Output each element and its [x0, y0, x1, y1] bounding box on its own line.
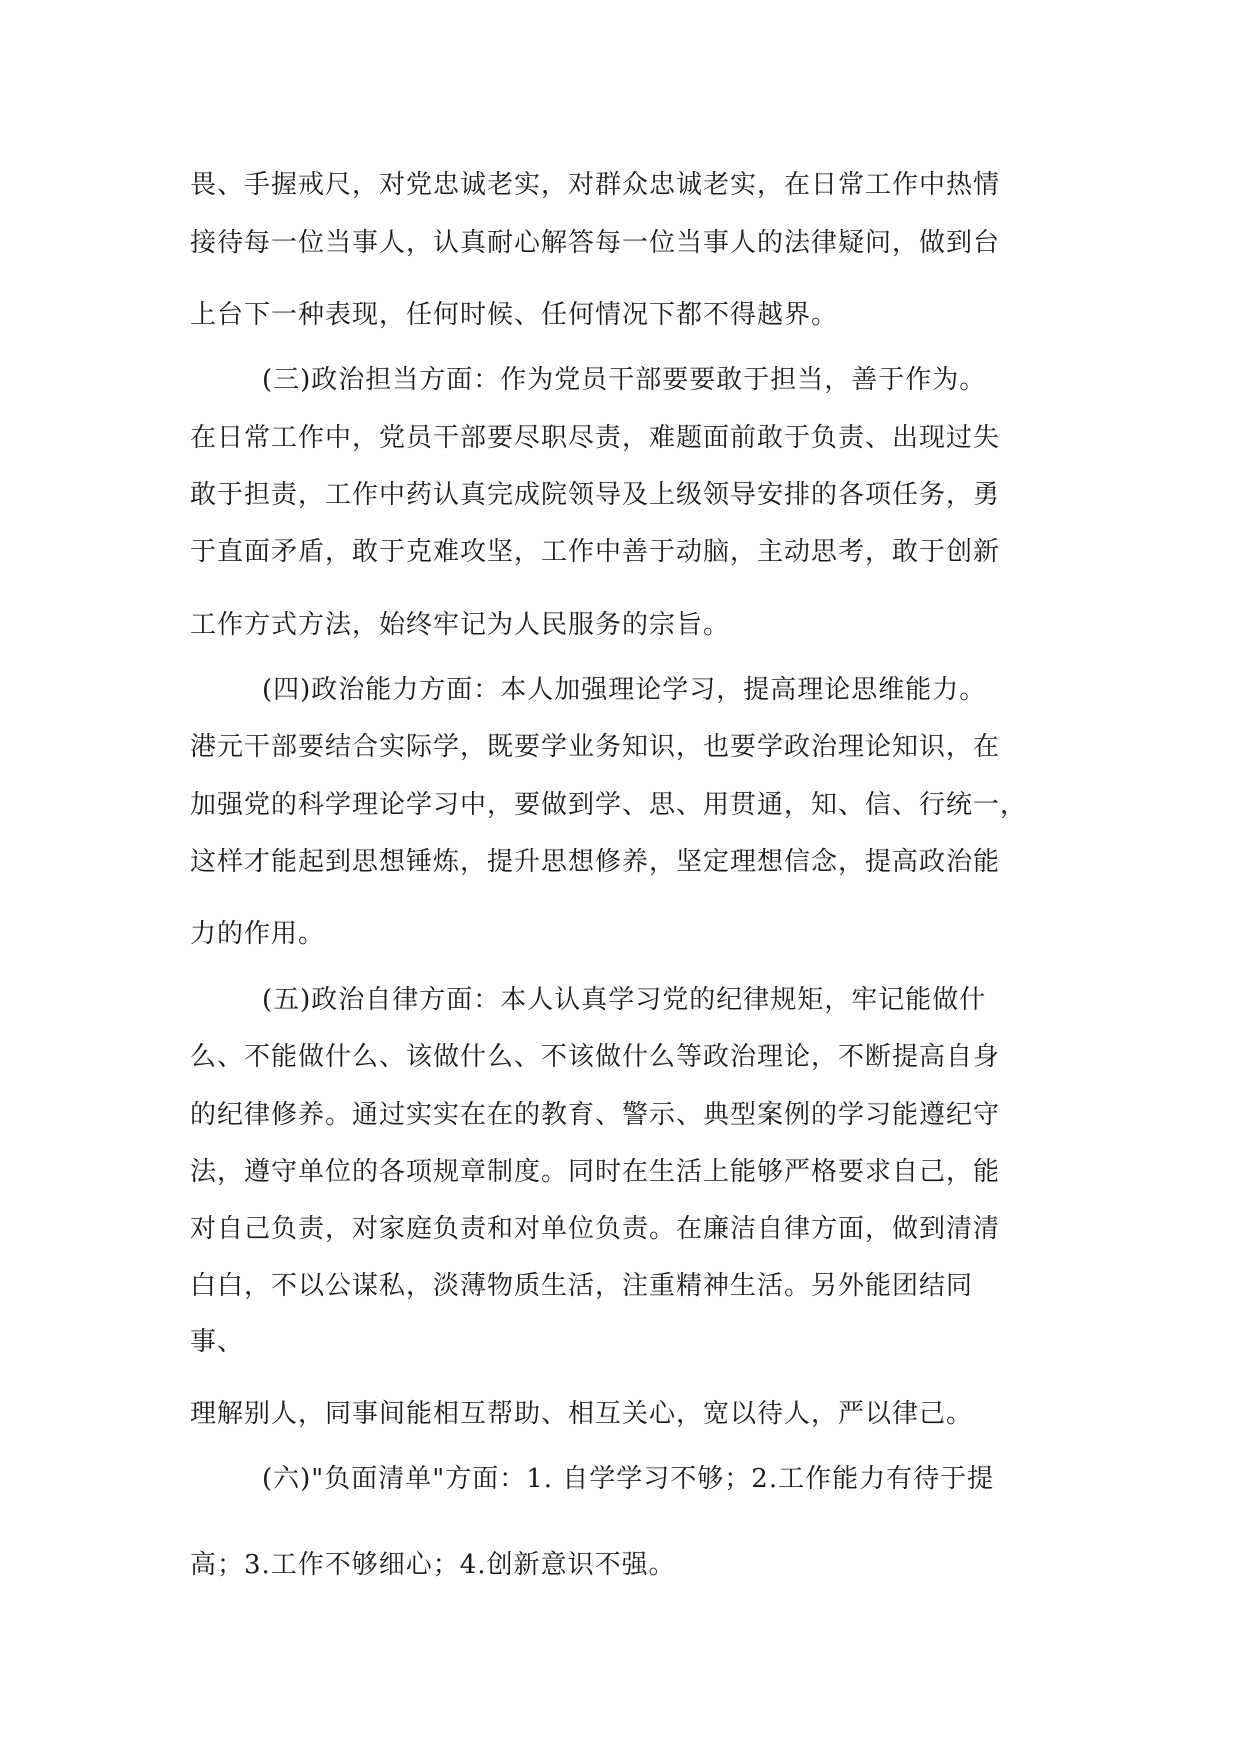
- text-line: 对自己负责，对家庭负责和对单位负责。在廉洁自律方面，做到清清: [190, 1214, 1001, 1244]
- text-line: 港元干部要结合实际学，既要学业务知识，也要学政治理论知识，在: [190, 732, 1001, 762]
- text-line: 敢于担责，工作中药认真完成院领导及上级领导安排的各项任务，勇: [190, 480, 1001, 510]
- text-line: 加强党的科学理论学习中，要做到学、思、用贯通，知、信、行统一，: [190, 790, 1028, 820]
- text-line: 在日常工作中，党员干部要尽职尽责，难题面前敢于负责、出现过失: [190, 423, 1001, 453]
- text-line: 力的作用。: [190, 919, 326, 949]
- text-line: 事、: [190, 1327, 245, 1357]
- text-line: 工作方式方法，始终牢记为人民服务的宗旨。: [190, 610, 731, 640]
- text-line: 上台下一种表现，任何时候、任何情况下都不得越界。: [190, 300, 839, 330]
- section-6-heading-line: (六)"负面清单"方面：1. 自学学习不够；2.工作能力有待于提: [262, 1464, 995, 1494]
- text-line: 高；3.工作不够细心；4.创新意识不强。: [190, 1550, 676, 1580]
- text-line: 理解别人，同事间能相互帮助、相互关心，宽以待人，严以律己。: [190, 1399, 974, 1429]
- text-line: 白白，不以公谋私，淡薄物质生活，注重精神生活。另外能团结同: [190, 1271, 974, 1301]
- section-5-heading-line: (五)政治自律方面：本人认真学习党的纪律规矩，牢记能做什: [262, 985, 987, 1015]
- text-line: 法，遵守单位的各项规章制度。同时在生活上能够严格要求自己，能: [190, 1157, 1001, 1187]
- text-line: 畏、手握戒尺，对党忠诚老实，对群众忠诚老实，在日常工作中热情: [190, 170, 1001, 200]
- section-4-heading-line: (四)政治能力方面：本人加强理论学习，提高理论思维能力。: [262, 675, 987, 705]
- text-line: 接待每一位当事人，认真耐心解答每一位当事人的法律疑问，做到台: [190, 228, 1001, 258]
- text-line: 于直面矛盾，敢于克难攻坚，工作中善于动脑，主动思考，敢于创新: [190, 537, 1001, 567]
- section-3-heading-line: (三)政治担当方面：作为党员干部要要敢于担当，善于作为。: [262, 365, 987, 395]
- text-line: 这样才能起到思想锤炼，提升思想修养，坚定理想信念，提高政治能: [190, 847, 1001, 877]
- text-line: 的纪律修养。通过实实在在的教育、警示、典型案例的学习能遵纪守: [190, 1100, 1001, 1130]
- text-line: 么、不能做什么、该做什么、不该做什么等政治理论，不断提高自身: [190, 1042, 1001, 1072]
